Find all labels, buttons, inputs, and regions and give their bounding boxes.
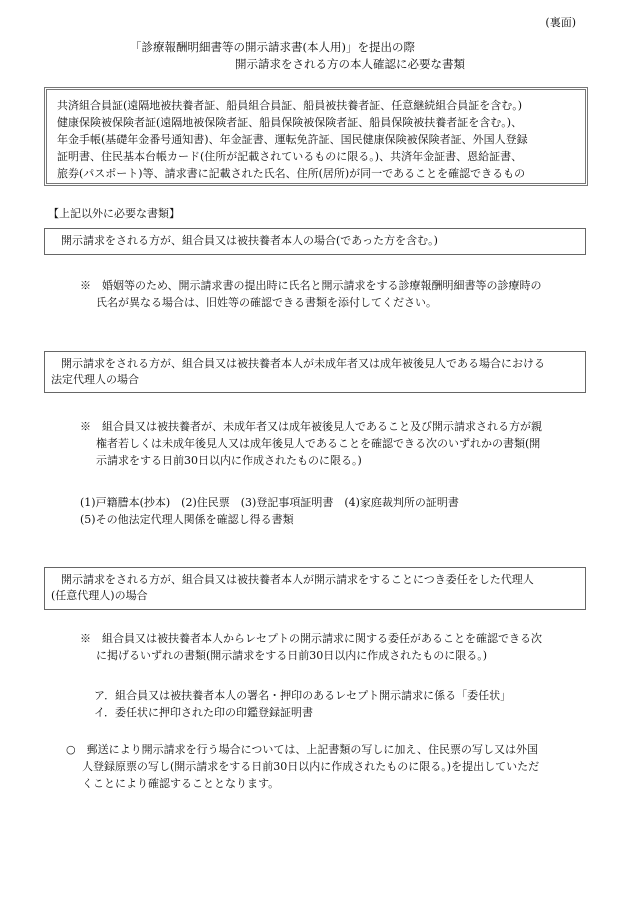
case3-document-item: ア．組合員又は被扶養者本人の署名・押印のあるレセプト開示請求に係る「委任状」 (94, 689, 512, 702)
case2-document-item: (5)その他法定代理人関係を確認し得る書類 (80, 513, 294, 526)
page-side-label: (裏面) (545, 16, 576, 29)
case2-note-line: 示請求をする日前30日以内に作成されたものに限る。) (96, 454, 362, 467)
case1-heading-box (44, 228, 586, 255)
mail-request-note (66, 741, 539, 792)
case2-document-list (80, 494, 459, 528)
mail-note-line: ○ 郵送により開示請求を行う場合については、上記書類の写しに加え、住民票の写し又は外国 (66, 743, 539, 756)
case2-heading-box (44, 351, 586, 393)
case1-note (80, 277, 542, 311)
mail-note-line: 人登録原票の写し(開示請求をする日前30日以内に作成されたものに限る。)を提出していただ (82, 760, 540, 773)
identity-documents-line: 証明書、住民基本台帳カード(住所が記載されているものに限る。)、共済年金証書、恩給証書、 (57, 150, 523, 163)
case3-note-line: ※ 組合員又は被扶養者本人からレセプトの開示請求に関する委任があることを確認できる次 (80, 632, 542, 645)
case2-heading-text: 法定代理人の場合 (51, 373, 139, 386)
case1-note-line: 氏名が異なる場合は、旧姓等の確認できる書類を添付してください。 (96, 296, 437, 309)
case2-note-line: ※ 組合員又は被扶養者が、未成年者又は成年被後見人であること及び開示請求される方が親 (80, 420, 542, 433)
case3-heading-text: 開示請求をされる方が、組合員又は被扶養者本人が開示請求をすることにつき委任をした代理人 (61, 573, 534, 586)
case2-note-line: 権者若しくは未成年後見人又は成年後見人であることを確認できる次のいずれかの書類(開 (96, 437, 541, 450)
case3-heading-text: (任意代理人)の場合 (51, 589, 148, 602)
case1-heading-text: 開示請求をされる方が、組合員又は被扶養者本人の場合(であった方を含む。) (61, 234, 438, 247)
section-heading: 【上記以外に必要な書類】 (48, 207, 180, 220)
case3-heading-box (44, 567, 586, 610)
mail-note-line: くことにより確認することとなります。 (82, 777, 280, 790)
identity-documents-line: 旅券(パスポート)等、請求書に記載された氏名、住所(居所)が同一であることを確認できるもの (57, 167, 526, 180)
case3-document-item: イ．委任状に押印された印の印鑑登録証明書 (94, 706, 314, 719)
case3-document-list (94, 687, 511, 721)
case1-note-line: ※ 婚姻等のため、開示請求書の提出時に氏名と開示請求をする診療報酬明細書等の診療時の (80, 279, 542, 292)
identity-documents-line: 共済組合員証(遠隔地被扶養者証、船員組合員証、船員被扶養者証、任意継続組合員証を含む。) (57, 99, 523, 112)
case2-heading-text: 開示請求をされる方が、組合員又は被扶養者本人が未成年者又は成年被後見人である場合における (61, 357, 545, 370)
document-title-line2: 開示請求をされる方の本人確認に必要な書類 (235, 57, 465, 71)
identity-documents-line: 年金手帳(基礎年金番号通知書)、年金証書、運転免許証、国民健康保険被保険者証、外国人登録 (57, 133, 528, 146)
case3-note (80, 630, 542, 664)
case2-note (80, 418, 542, 469)
document-title-line1: 「診療報酬明細書等の開示請求書(本人用)」を提出の際 (130, 40, 415, 54)
identity-documents-box (44, 87, 588, 186)
identity-documents-line: 健康保険被保険者証(遠隔地被保険者証、船員保険被保険者証、船員保険被扶養者証を含む。)、 (57, 116, 523, 129)
case2-document-item: (1)戸籍謄本(抄本) (2)住民票 (3)登記事項証明書 (4)家庭裁判所の証明書 (80, 496, 459, 509)
case3-note-line: に掲げるいずれの書類(開示請求をする日前30日以内に作成されたものに限る。) (96, 649, 488, 662)
